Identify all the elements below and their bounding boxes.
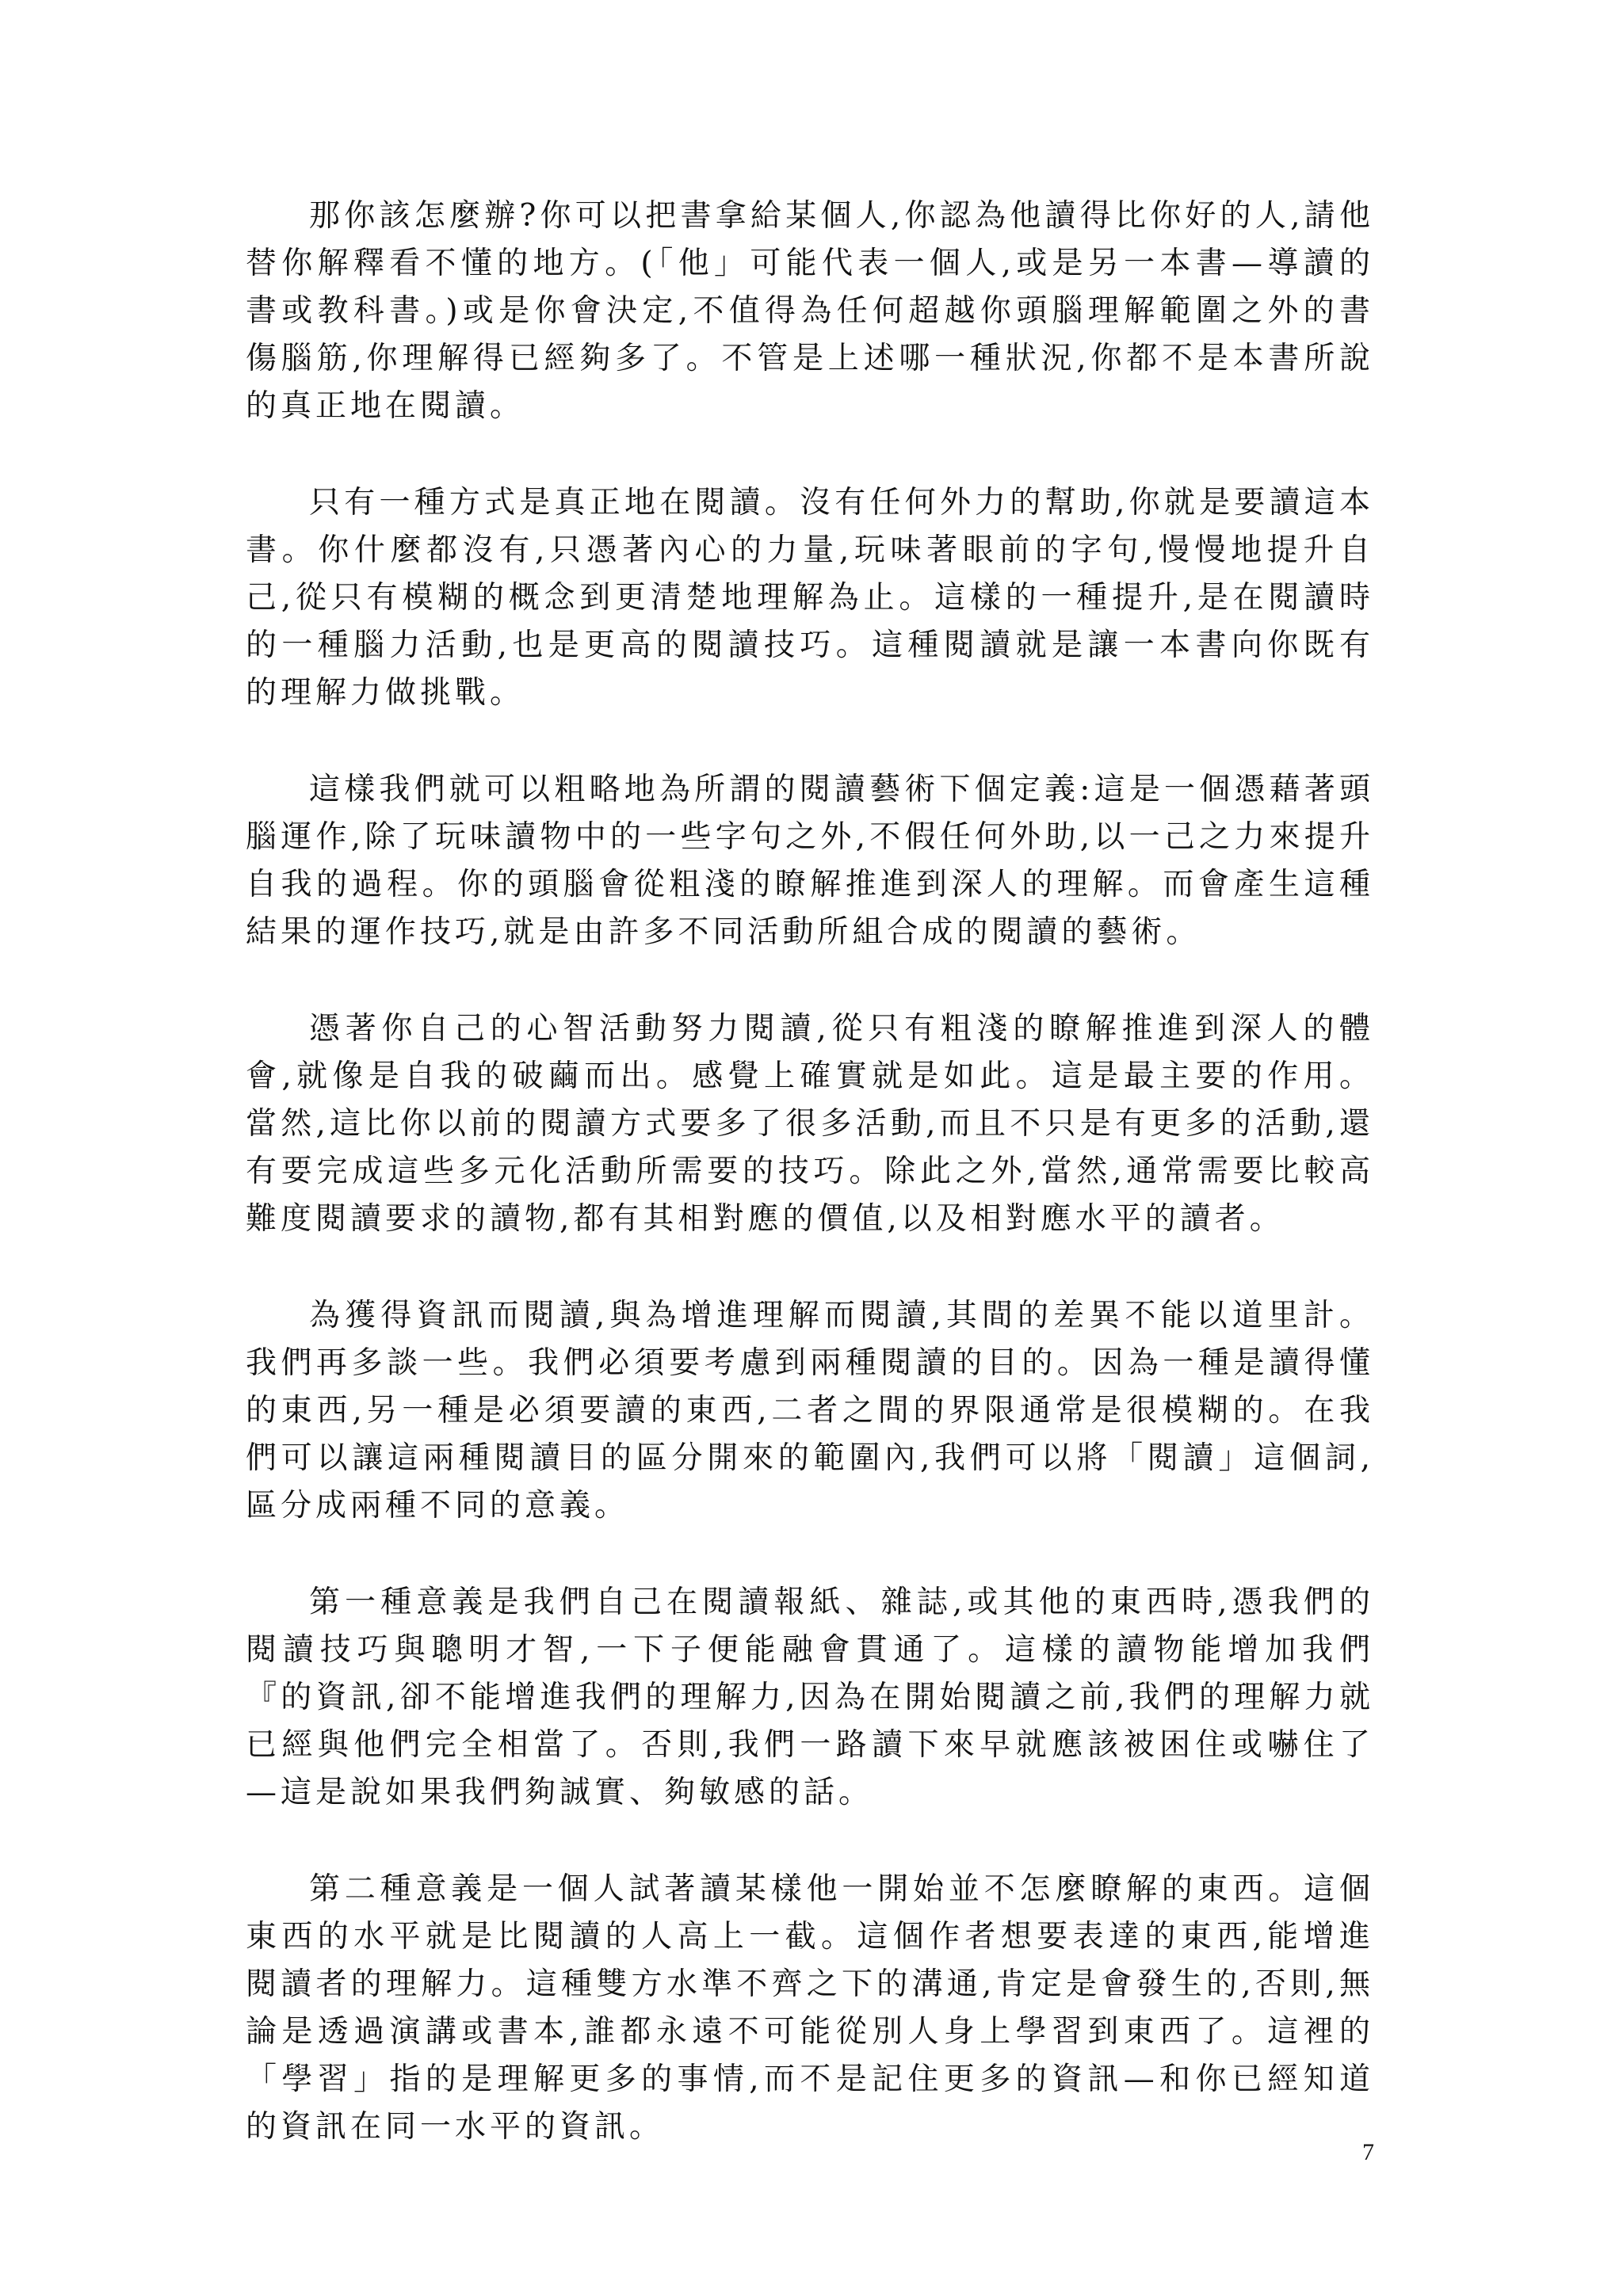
paragraph-6: 第一種意義是我們自己在閱讀報紙、雜誌,或其他的東西時,憑我們的閱讀技巧與聰明才智,一下子便能融會貫通了。這樣的讀物能增加我們『的資訊,卻不能增進我們的理解力,因為在開始閱讀之前,我們的理解力就已經與他們完全相當了。否則,我們一路讀下來早就應該被困住或嚇住了—這是說如果我們夠誠實、夠敏感的話。 <box>246 1585 1374 1810</box>
paragraph-1: 那你該怎麼辦?你可以把書拿給某個人,你認為他讀得比你好的人,請他替你解釋看不懂的地方。(「他」可能代表一個人,或是另一本書—導讀的書或教科書。)或是你會決定,不值得為任何超越你頭腦理解範圍之外的書傷腦筋,你理解得已經夠多了。不管是上述哪一種狀況,你都不是本書所說的真正地在閱讀。 <box>246 198 1374 424</box>
paragraph-7: 第二種意義是一個人試著讀某樣他一開始並不怎麼瞭解的東西。這個東西的水平就是比閱讀的人高上一截。這個作者想要表達的東西,能增進閱讀者的理解力。這種雙方水準不齊之下的溝通,肯定是會發生的,否則,無論是透過演講或書本,誰都永遠不可能從別人身上學習到東西了。這裡的「學習」指的是理解更多的事情,而不是記住更多的資訊—和你已經知道的資訊在同一水平的資訊。 <box>246 1871 1374 2145</box>
paragraph-3: 這樣我們就可以粗略地為所謂的閱讀藝術下個定義:這是一個憑藉著頭腦運作,除了玩味讀物中的一些字句之外,不假任何外助,以一己之力來提升自我的過程。你的頭腦會從粗淺的瞭解推進到深人的理解。而會產生這種結果的運作技巧,就是由許多不同活動所組合成的閱讀的藝術。 <box>246 772 1374 950</box>
page-number: 7 <box>1362 2139 1374 2165</box>
paragraph-4: 憑著你自己的心智活動努力閱讀,從只有粗淺的瞭解推進到深人的體會,就像是自我的破繭而出。感覺上確實就是如此。這是最主要的作用。當然,這比你以前的閱讀方式要多了很多活動,而且不只是有更多的活動,還有要完成這些多元化活動所需要的技巧。除此之外,當然,通常需要比較高難度閱讀要求的讀物,都有其相對應的價值,以及相對應水平的讀者。 <box>246 1011 1374 1237</box>
paragraph-2: 只有一種方式是真正地在閱讀。沒有任何外力的幫助,你就是要讀這本書。你什麼都沒有,只憑著內心的力量,玩味著眼前的字句,慢慢地提升自己,從只有模糊的概念到更清楚地理解為止。這樣的一種提升,是在閱讀時的一種腦力活動,也是更高的閱讀技巧。這種閱讀就是讓一本書向你既有的理解力做挑戰。 <box>246 485 1374 711</box>
body-text <box>246 193 1374 2200</box>
paragraph-5: 為獲得資訊而閱讀,與為增進理解而閱讀,其間的差異不能以道里計。我們再多談一些。我們必須要考慮到兩種閱讀的目的。因為一種是讀得懂的東西,另一種是必須要讀的東西,二者之間的界限通常是很模糊的。在我們可以讓這兩種閱讀目的區分開來的範圍內,我們可以將「閱讀」這個詞,區分成兩種不同的意義。 <box>246 1298 1374 1524</box>
